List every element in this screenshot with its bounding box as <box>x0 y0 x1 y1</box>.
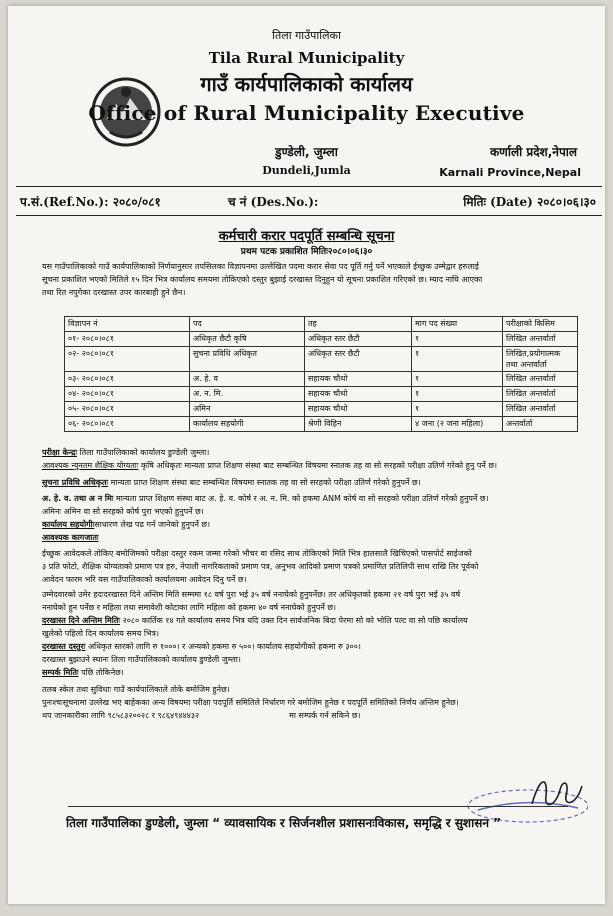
table-cell: अन्तर्वार्ता <box>503 417 578 432</box>
deadline-line: खुलेको पहिलो दिन कार्यालय समय भित्र। <box>42 629 159 638</box>
ref-number: प.सं.(Ref.No.): २०८०/०८१ <box>20 195 161 209</box>
footer-motto: तिला गाउँपालिका डुण्डेली, जुम्ला “ व्यावसायिक र सिर्जनशील प्रशासनःविकास, समृद्धि र सुशासन ” <box>66 816 502 830</box>
municipality-name-np: तिला गाउँपालिका <box>272 29 341 42</box>
fee-line <box>42 640 592 653</box>
table-cell: १ <box>412 402 503 417</box>
fee-label: दरखास्त दस्तुरः <box>42 642 86 651</box>
exam-center-line <box>42 446 592 459</box>
table-cell: ०६- २०८०।०८१ <box>65 417 190 432</box>
deadline-label: दरखास्त दिने अन्तिम मितिः <box>42 616 121 625</box>
province-np: कर्णाली प्रदेश,नेपाल <box>489 145 577 159</box>
it-officer-line <box>42 476 592 489</box>
more-info-line <box>42 709 592 722</box>
office-name-en: Office of Rural Municipality Executive <box>88 101 525 125</box>
col-header: विज्ञापन नं <box>65 317 190 332</box>
table-cell: अधिकृत छैटौ कृषि <box>190 332 305 347</box>
office-name-np: गाउँ कार्यपालिकाको कार्यालय <box>200 72 413 96</box>
table-header-row <box>65 317 578 332</box>
it-officer-label: सुचना प्रविधि अधिकृतः <box>42 478 109 487</box>
table-cell: अधिकृत स्तर छैटौ <box>305 332 412 347</box>
table-cell: सहायक चौथो <box>305 402 412 417</box>
notice-subtitle: प्रथम पटक प्रकाशित मितिः२०८०।०६।३० <box>240 247 373 257</box>
table-cell: अधिकृत स्तर छैटौ <box>305 347 412 372</box>
table-cell: १ <box>412 387 503 402</box>
amin-line: अमिनः अमिन वा सो सरहको कोर्ष पुरा भएको हुनुपर्ने छ। <box>42 507 204 516</box>
documents-line: ३ प्रति फोटो, शैक्षिक योग्यताको प्रमाण पत्र हरु, नेपाली नागरिकताको प्रमाण पत्र, अनुभव आदिको प्रमाण पत्रको प्रमाणित प्रतिलिपी साथ राखि तिर पूर्वको <box>42 562 479 571</box>
fee-text: अधिकृत स्तरको लागि रु १०००। र अन्यको हकमा रु ५००। कार्यालय सहयोगीको हकमा रु ३००। <box>85 642 361 651</box>
documents-line: आवेदन फारम भरि यस गाउँपालिकाको कार्यालयमा आवेदन दिनु पर्ने छ। <box>42 575 247 584</box>
municipality-name-en: Tila Rural Municipality <box>208 49 405 67</box>
table-cell: लिखित,प्रयोगात्मक तथा अन्तर्वार्ता <box>503 347 578 372</box>
table-row <box>65 332 578 347</box>
table-cell: लिखित अन्तर्वार्ता <box>503 332 578 347</box>
table-cell: ०४- २०८०।०८१ <box>65 387 190 402</box>
table-row <box>65 347 578 372</box>
col-header: पद <box>190 317 305 332</box>
exam-center-label: परीक्षा केन्द्रः <box>42 448 77 457</box>
table-cell: लिखित अन्तर्वार्ता <box>503 372 578 387</box>
table-cell: सहायक चौथो <box>305 387 412 402</box>
vacancy-table <box>64 316 578 432</box>
table-cell: १ <box>412 332 503 347</box>
table-row <box>65 372 578 387</box>
more-info-tail: मा सम्पर्क गर्न सकिने छ। <box>289 711 361 720</box>
table-cell: लिखित अन्तर्वार्ता <box>503 387 578 402</box>
table-cell: सुचना प्रविधि अधिकृत <box>190 347 305 372</box>
intro-line: सूचना प्रकाशित भएको मितिले १५ दिन भित्र कार्यालय समयमा तोकिएको दस्तुर बुझाई दरखास्त दिनुहुन यो सूचना प्रकाशित गरिएको छ। म्याद नाघि आएका <box>42 275 483 284</box>
issue-date: मितिः (Date) २०८०।०६।३० <box>463 195 596 209</box>
age-line: उम्मेदवारको उमेर हदःदरखास्त दिने अन्तिम मिति सम्ममा १८ वर्ष पुरा भई ३५ वर्ष ननाघेको हुनुपर्नेछ। तर अधिकृतको हकमा २१ वर्ष पुरा भई ३५ वर्ष <box>42 590 461 599</box>
footer-divider <box>68 806 568 807</box>
note-line: पुनःश्चःसूचनामा उल्लेख भए बाहेकका अन्य विषयमा परीक्षा पदपूर्ति समितिले निर्धारण गरे बमोजिम हुनेछ र पदपूर्ति समितिको निर्णय अन्तिम हुनेछ। <box>42 698 459 707</box>
documents-label: आवश्यक कागजातः <box>42 533 99 542</box>
location-np: डुण्डेली, जुम्ला <box>275 145 338 159</box>
age-line: ननाघेको हुन पर्नेछ र महिला तथा समावेशी कोटाका लागि महिला को हकमा ४० वर्ष ननाघेको हुनुपर्ने छ। <box>42 603 336 612</box>
salary-line: तलब स्केल तथा सुविधाः गाउँ कार्यपालिकाले तोके बमोजिम हुनेछ। <box>42 685 230 694</box>
table-cell: १ <box>412 372 503 387</box>
notice-document <box>8 6 605 904</box>
notice-intro <box>42 260 592 299</box>
table-cell: अमिन <box>190 402 305 417</box>
qualification-line <box>42 459 592 472</box>
table-cell: अ. हे. व <box>190 372 305 387</box>
intro-line: तथा रित नपुगेका दरखास्त उपर कारबाही हुने छैन। <box>42 288 186 297</box>
dispatch-number: च नं (Des.No.): <box>228 195 319 209</box>
office-helper-line <box>42 518 592 531</box>
intro-line: यस गाउँपालिकाको गाउँ कार्यपालिकाको निर्णयानुसार तपसिलका विज्ञापनमा उल्लेखित पदमा करार सेवा पद पूर्ति गर्नु पर्ने भएकाले ईच्छुक उम्मेद्वार हरुलाई <box>42 262 479 271</box>
contact-text: पछि तोकिनेछ। <box>78 668 124 677</box>
health-worker-text: मान्यता प्राप्त शिक्षण संस्था बाट अ. हे. व. कोर्ष र अ. न. मि. को हकमा ANM कोर्ष वा सो सरहको परीक्षा उतिर्ण गरेको हुनुपर्ने छ। <box>113 494 489 503</box>
table-row <box>65 417 578 432</box>
location-en: Dundeli,Jumla <box>262 164 351 177</box>
it-officer-text: मान्यता प्राप्त शिक्षण संस्था बाट सम्बन्धित विषयमा स्नातक तह वा सो सरहको परीक्षा उतिर्ण गरेको हुनुपर्ने छ। <box>108 478 421 487</box>
health-worker-label: अ. हे. व. तथा अ न मिः <box>42 494 114 503</box>
reference-bar <box>16 186 602 216</box>
table-row <box>65 402 578 417</box>
notice-details <box>42 446 592 722</box>
table-cell: ४ जना (२ जना महिला) <box>412 417 503 432</box>
contact-line <box>42 666 592 679</box>
health-worker-line <box>42 492 592 505</box>
table-cell: ०२- २०८०।०८१ <box>65 347 190 372</box>
exam-center-value: तिला गाउँपालिकाको कार्यालय डुण्डेली जुम्ला। <box>76 448 210 457</box>
notice-title: कर्मचारी करार पदपूर्ति सम्बन्धि सूचना <box>218 229 395 244</box>
col-header: तह <box>305 317 412 332</box>
table-cell: अ. न. मि. <box>190 387 305 402</box>
table-cell: सहायक चौथो <box>305 372 412 387</box>
office-helper-text: साधारण लेख पढ गर्न जानेको हुनुपर्ने छ। <box>94 520 211 529</box>
table-cell: १ <box>412 347 503 372</box>
table-cell: लिखित अन्तर्वार्ता <box>503 402 578 417</box>
deadline-text: २०८० कार्तिक १४ गते कार्यालय समय भित्र यदि उक्त दिन सार्वजनिक बिदा पेरमा सो को भोलि पल्ट वा सो पछि कार्यालय <box>120 616 468 625</box>
submit-place-line: दरखास्त बुझाउने स्थानः तिला गाउँपालिकाको कार्यालय डुण्डेली जुम्ला। <box>42 655 241 664</box>
col-header: माग पद संख्या <box>412 317 503 332</box>
deadline-line <box>42 614 592 627</box>
more-info-text: थप जानकारीका लागि ९८५८३२००२८ र ९८६४९४४४३२ <box>42 711 200 720</box>
contact-label: सम्पर्क मितिः <box>42 668 79 677</box>
province-en: Karnali Province,Nepal <box>439 166 581 179</box>
table-cell: श्रेणी विहिन <box>305 417 412 432</box>
table-cell: कार्यालय सहयोगी <box>190 417 305 432</box>
table-cell: ०१- २०८०।०८१ <box>65 332 190 347</box>
documents-line: ईच्छुक आवेदकले तोकिए बमोजिमको परीक्षा दस्तुर रकम जम्मा गरेको भौचर वा रसिद साथ तोकिएको मिति भित्र हालसालै खिचिएको पासपोर्ट साईजको <box>42 549 472 558</box>
qualification-label: आवश्यक न्युनतम शैक्षिक योग्यताः <box>42 461 139 470</box>
col-header: परीक्षाको किसिम <box>503 317 578 332</box>
office-helper-label: कार्यालय सहयोगीः <box>42 520 95 529</box>
table-cell: ०५- २०८०।०८१ <box>65 402 190 417</box>
signature-icon <box>526 766 586 816</box>
qualification-agri: कृषि अधिकृतः मान्यता प्राप्त शिक्षण संस्था बाट सम्बन्धित विषयमा स्नातक तह वा सो सरहको परीक्षा उतिर्ण गरेको हुनु पर्ने छ। <box>138 461 497 470</box>
table-cell: ०३- २०८०।०८१ <box>65 372 190 387</box>
table-row <box>65 387 578 402</box>
